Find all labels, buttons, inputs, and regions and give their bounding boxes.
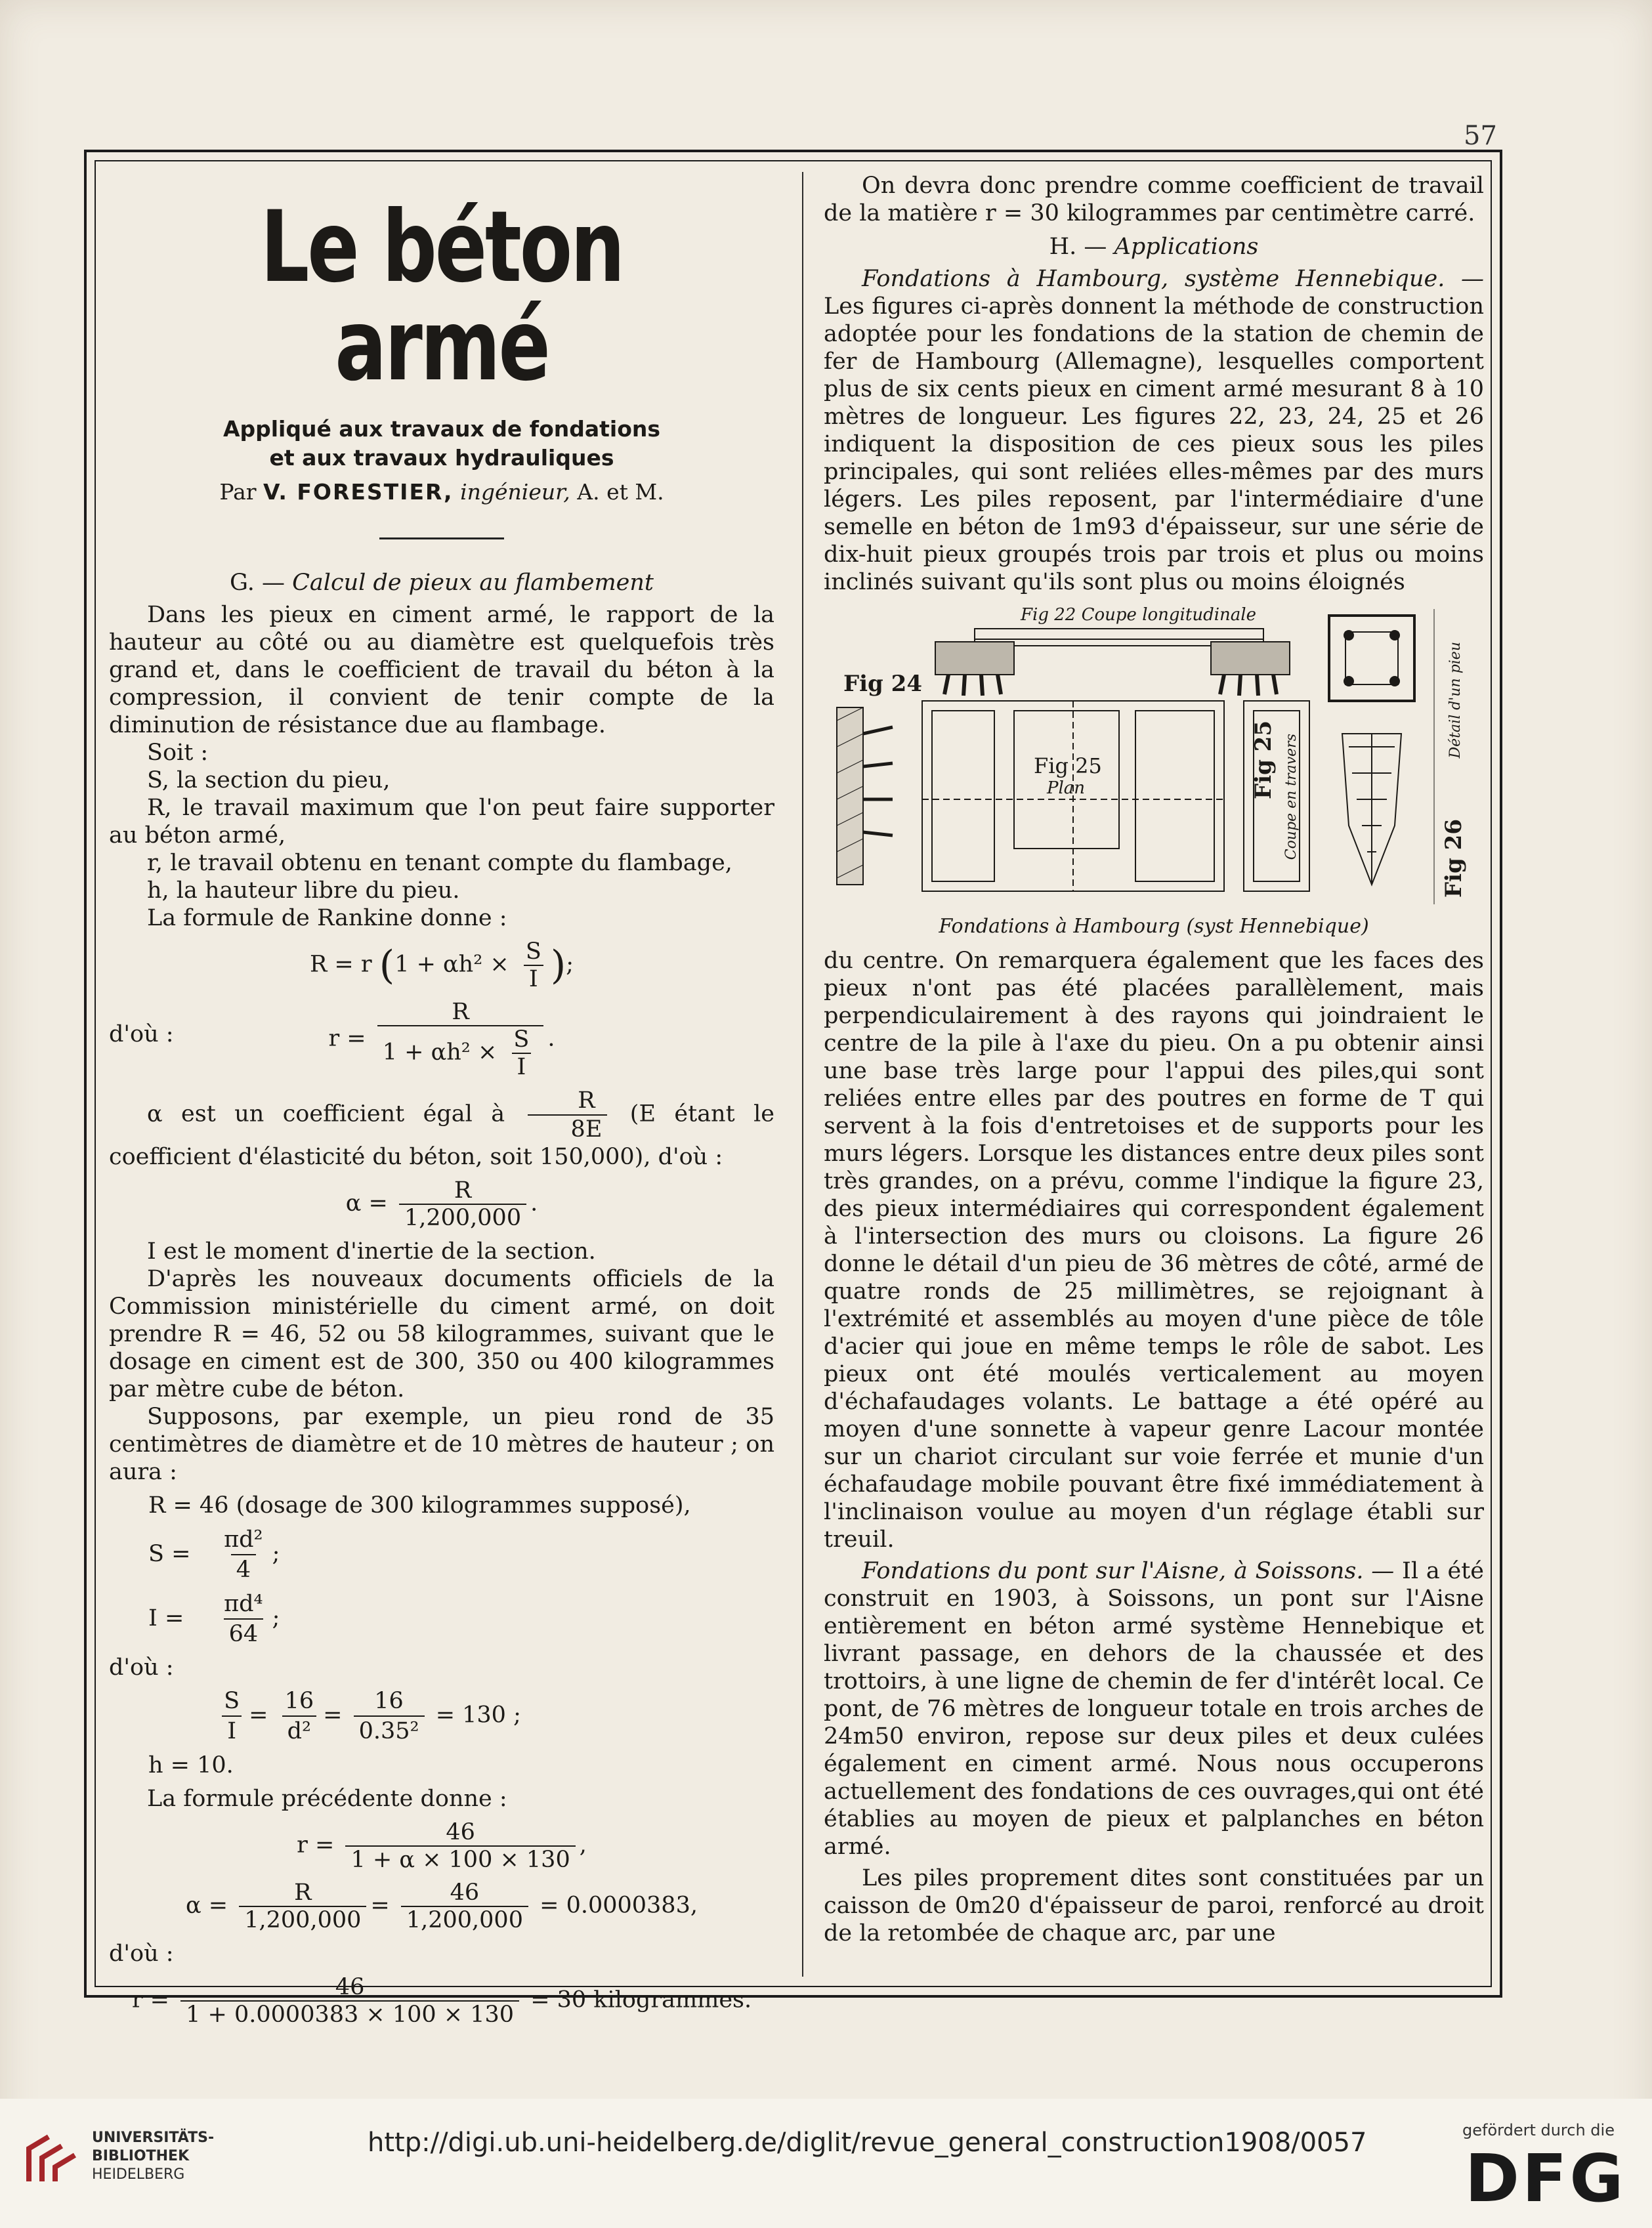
alpha-fraction bbox=[528, 1087, 608, 1143]
section-g-label: G. — bbox=[230, 570, 285, 596]
equation-h bbox=[109, 1751, 774, 1780]
frac-num: S bbox=[513, 1026, 530, 1053]
frac-num: R bbox=[454, 1177, 472, 1204]
right-column bbox=[824, 172, 1484, 1977]
frac-den: 1,200,000 bbox=[399, 1204, 526, 1231]
fig25-sub-label: Plan bbox=[1047, 778, 1086, 798]
formula-5-tail: = 0.0000383, bbox=[540, 1892, 698, 1919]
equation-S-over-I: $\frac{S}{I}$ = $\frac{16}{\text{d²}}$ = $\frac{16}{\text{0.35²}}$ = 130 ; bbox=[109, 1687, 774, 1746]
funded-by-text: gefördert durch die bbox=[1462, 2121, 1615, 2139]
equation-SI-frac-a bbox=[219, 1687, 245, 1746]
foundation-drawing bbox=[824, 602, 1484, 911]
formula-6-lhs: r = bbox=[131, 1986, 170, 2013]
paragraph-soit: Soit : bbox=[147, 740, 209, 766]
frac-num: 46 bbox=[335, 1974, 365, 2000]
soissons-heading: Fondations du pont sur l'Aisne, à Soissons. — bbox=[862, 1558, 1395, 1584]
equation-S-tail: ; bbox=[272, 1540, 280, 1567]
frac-den: 1 + 0.0000383 × 100 × 130 bbox=[180, 2000, 519, 2028]
formula-4-lhs: r = bbox=[297, 1832, 335, 1859]
paragraph-hambourg bbox=[824, 265, 1484, 596]
alpha-text-b: (E étant le coefficient d'élasticité du béton, soit 150,000), d'où : bbox=[109, 1101, 774, 1170]
label-dou-1: d'où : bbox=[109, 1021, 174, 1047]
frac-den: 4 bbox=[231, 1554, 256, 1584]
frac-den: 1 + α × 100 × 130 bbox=[345, 1845, 575, 1873]
paragraph-commission: D'après les nouveaux documents officiels de la Commission ministérielle du ciment armé, on doit prendre R = 46, 52 ou 58 kilogrammes, suivant que le dosage en ciment est de 300, 350 ou 400 kilogrammes par mètre cube de béton. bbox=[109, 1266, 774, 1402]
formula-5-frac-b bbox=[401, 1880, 528, 1933]
fig25b-sub-label: Coupe en travers bbox=[1283, 734, 1300, 860]
frac-den: d² bbox=[282, 1715, 316, 1746]
equation-I bbox=[109, 1589, 774, 1649]
frac-num: 16 bbox=[284, 1688, 314, 1714]
paragraph-coefficient: On devra donc prendre comme coefficient de travail de la matière r = 30 kilogrammes par centimètre carré. bbox=[824, 173, 1484, 226]
formula-4-fraction bbox=[345, 1819, 575, 1873]
alpha-text-a: α est un coefficient égal à bbox=[147, 1101, 505, 1127]
fig24-label: Fig 24 bbox=[843, 671, 922, 697]
hambourg-heading: Fondations à Hambourg, système Hennebique. — bbox=[862, 266, 1484, 292]
frac-num: πd² bbox=[224, 1526, 263, 1553]
fig22-label: Fig 22 Coupe longitudinale bbox=[1021, 605, 1256, 625]
page-number: 57 bbox=[1464, 121, 1497, 151]
byline bbox=[109, 479, 774, 505]
equation-I-tail: ; bbox=[272, 1605, 280, 1631]
frac-den: I bbox=[524, 965, 543, 992]
formula-6-fraction bbox=[180, 1974, 519, 2028]
formula-1-paren: 1 + αh² × bbox=[394, 951, 509, 978]
hambourg-text: Les figures ci-après donnent la méthode de construction adoptée pour les fondations de la station de chemin de fer de Hambourg (Allemagne), lesquelles comportent plus de six cents pieux en ciment armé mesurant 8 à 10 mètres de longueur. Les figures 22, 23, 24, 25 et 26 indiquent la disposition de ces pieux sous les piles principales, qui sont reliées elles-mêmes par des murs légers. Les piles reposent, par l'intermédiaire d'une semelle en béton de 1m93 d'épaisseur, sur une série de dix-huit pieux groupés trois par trois et plus ou moins inclinés suivant qu'ils sont plus ou moins éloignés bbox=[824, 293, 1484, 595]
fig26-label: Fig 26 bbox=[1441, 819, 1467, 898]
equation-SI-frac-c bbox=[354, 1687, 425, 1746]
frac-den: I bbox=[512, 1053, 532, 1080]
formula-2-tail: . bbox=[547, 1025, 555, 1052]
paragraph-soissons bbox=[824, 1557, 1484, 1860]
figure-hambourg-foundations bbox=[824, 602, 1484, 911]
frac-num: πd⁴ bbox=[224, 1591, 263, 1617]
formula-3-fraction bbox=[399, 1177, 526, 1231]
formula-r-alpha bbox=[109, 1819, 774, 1873]
frac-den-text: 1 + αh² × bbox=[382, 1039, 498, 1066]
formula-6-tail: = 30 kilogrammes. bbox=[530, 1986, 752, 2013]
paragraph-alpha bbox=[109, 1087, 774, 1171]
title-rule bbox=[379, 537, 504, 539]
formula-2-inner-fraction bbox=[508, 1026, 534, 1080]
equation-I-fraction bbox=[219, 1589, 268, 1649]
frac-num: 46 bbox=[450, 1880, 480, 1906]
frac-num: R bbox=[578, 1087, 595, 1114]
paragraph-formula-gives: La formule précédente donne : bbox=[147, 1786, 507, 1812]
article-title: Le béton armé bbox=[260, 190, 624, 403]
frac-den: 0.35² bbox=[354, 1715, 425, 1746]
frac-den: I bbox=[222, 1715, 242, 1746]
library-logo-icon bbox=[20, 2129, 80, 2189]
equation-S-lhs: S = bbox=[148, 1540, 191, 1567]
formula-alpha bbox=[109, 1177, 774, 1231]
equation-R-text: R = 46 (dosage de 300 kilogrammes supposé), bbox=[148, 1492, 691, 1519]
paragraph-intro: Dans les pieux en ciment armé, le rapport de la hauteur au côté ou au diamètre est quelquefois très grand et, dans le coefficient de travail du béton à la compression, il convient de tenir compte de la diminution de résistance due au flambage. bbox=[109, 602, 774, 738]
fig25b-label: Fig 25 bbox=[1250, 721, 1277, 799]
frac-num: 46 bbox=[446, 1819, 475, 1845]
definition-r: r, le travail obtenu en tenant compte du flambage, bbox=[147, 850, 732, 876]
subtitle-line-2: et aux travaux hydrauliques bbox=[269, 445, 614, 471]
column-divider bbox=[802, 172, 803, 1977]
source-url-link[interactable]: http://digi.ub.uni-heidelberg.de/diglit/revue_general_construction1908/0057 bbox=[368, 2128, 1367, 2158]
article-subtitle bbox=[109, 415, 774, 473]
byline-prefix: Par bbox=[219, 479, 257, 505]
label-dou-2: d'où : bbox=[109, 1654, 174, 1681]
formula-2-lhs: r = bbox=[328, 1025, 366, 1052]
frac-num: R bbox=[452, 999, 469, 1025]
formula-alpha-value: α = $\frac{R}{1,200,000}$ = $\frac{46}{1,200,000}$ = 0.0000383, bbox=[186, 1880, 698, 1933]
equation-R bbox=[109, 1491, 774, 1520]
formula-3-tail: . bbox=[530, 1190, 538, 1217]
library-name-line-1: UNIVERSITÄTS- bbox=[92, 2130, 215, 2146]
library-name-line-2: BIBLIOTHEK bbox=[92, 2148, 190, 2164]
definition-s: S, la section du pieu, bbox=[147, 767, 391, 793]
paragraph-inertia: I est le moment d'inertie de la section. bbox=[147, 1238, 596, 1265]
byline-role: ingénieur, bbox=[460, 479, 570, 505]
frac-den: 1,200,000 bbox=[239, 1906, 366, 1933]
paragraph-rankine: La formule de Rankine donne : bbox=[147, 905, 507, 931]
formula-4-tail: , bbox=[579, 1832, 587, 1859]
frac-num: R bbox=[294, 1880, 312, 1906]
paragraph-centre: du centre. On remarquera également que les faces des pieux n'ont pas été placées parallèlement, mais perpendiculairement à des rayons qui joindraient le centre de la pile à l'axe du pieu. On a pu obtenir ainsi une base très large pour l'appui des piles,qui sont reliées entre elles par des poutres en forme de T qui servent à la fois d'entretoises et de supports pour les murs légers. Lorsque les distances entre deux piles sont très grandes, on a prévu, comme l'indique la figure 23, des pieux intermédiaires qui correspondent également à l'intersection des murs ou cloisons. La figure 26 donne le détail d'un pieu de 36 mètres de côté, armé de quatre ronds de 25 millimètres, se rejoignant à l'extrémité et assemblés au moyen d'une pièce de tôle d'acier qui joue en même temps le rôle de sabot. Les pieux ont été moulés verticalement au moyen d'échafaudages volants. Le battage a été opéré au moyen d'une sonnette à vapeur genre Lacour montée sur un chariot circulant sur voie ferrée et munie d'un échafaudage mobile pouvant être fixé immédiatement à l'inclinaison voulue au moyen d'un réglage établi sur treuil. bbox=[824, 948, 1484, 1553]
formula-rankine: R = r (1 + αh² × $\frac{S}{I}$ ); bbox=[309, 938, 574, 992]
paragraph-piles: Les piles proprement dites sont constituées par un caisson de 0m20 d'épaisseur de paroi, renforcé au droit de la retombée de chaque arc, par une bbox=[824, 1865, 1484, 1946]
frac-den bbox=[377, 1025, 544, 1080]
label-dou-3: d'où : bbox=[109, 1941, 174, 1967]
definition-r-max: R, le travail maximum que l'on peut faire supporter au béton armé, bbox=[109, 795, 774, 849]
section-h-heading bbox=[824, 234, 1484, 260]
fig25-label: Fig 25 bbox=[1034, 753, 1102, 778]
equation-S-fraction bbox=[219, 1525, 268, 1584]
digitization-footer bbox=[0, 2099, 1652, 2228]
subtitle-line-1: Appliqué aux travaux de fondations bbox=[222, 416, 661, 442]
formula-2-fraction bbox=[377, 999, 544, 1080]
section-g-heading bbox=[109, 570, 774, 596]
formula-3-lhs: α = bbox=[345, 1190, 388, 1217]
formula-r bbox=[109, 999, 774, 1080]
formula-5-lhs: α = bbox=[186, 1892, 228, 1919]
frac-num: S bbox=[525, 938, 541, 965]
paragraph-example: Supposons, par exemple, un pieu rond de 35 centimètres de diamètre et de 10 mètres de hauteur ; on aura : bbox=[109, 1404, 774, 1485]
byline-author: V. FORESTIER, bbox=[263, 479, 454, 505]
frac-den: 8E bbox=[528, 1114, 608, 1143]
formula-1-fraction bbox=[520, 938, 547, 992]
section-g-title: Calcul de pieux au flambement bbox=[292, 570, 654, 596]
formula-1-tail: ; bbox=[566, 951, 574, 978]
equation-SI-frac-b bbox=[280, 1687, 320, 1746]
equation-S bbox=[109, 1525, 774, 1584]
formula-r-final bbox=[109, 1974, 774, 2028]
library-name-line-3: HEIDELBERG bbox=[92, 2166, 185, 2183]
frac-num: 16 bbox=[374, 1688, 404, 1714]
fig26-sub-label: Détail d'un pieu bbox=[1447, 642, 1464, 759]
equation-SI-tail: = 130 ; bbox=[435, 1702, 521, 1729]
soissons-text: Il a été construit en 1903, à Soissons, un pont sur l'Aisne entièrement en béton armé système Hennebique et livrant passage, en dehors de la chaussée et des trottoirs, à une ligne de chemin de fer d'intérêt local. Ce pont, de 76 mètres de longueur totale en trois arches de 24m50 environ, repose sur deux piles et deux culées également en ciment armé. Nous nous occuperons actuellement des fondations de ces ouvrages,qui ont été établies au moyen de pieux et palplanches en béton armé. bbox=[824, 1558, 1484, 1860]
formula-5-frac-a bbox=[239, 1880, 366, 1933]
dfg-logo: DFG bbox=[1465, 2140, 1626, 2217]
byline-suffix: A. et M. bbox=[577, 479, 664, 505]
library-name bbox=[92, 2129, 214, 2184]
equation-I-lhs: I = bbox=[148, 1605, 184, 1631]
frac-den: 64 bbox=[224, 1618, 264, 1649]
section-h-title: Applications bbox=[1114, 234, 1259, 260]
definition-h: h, la hauteur libre du pieu. bbox=[147, 877, 460, 904]
frac-num: S bbox=[224, 1688, 240, 1714]
frac-den: 1,200,000 bbox=[401, 1906, 528, 1933]
formula-1-lhs: R = r bbox=[309, 951, 372, 978]
section-h-label: H. — bbox=[1049, 234, 1107, 260]
equation-h-text: h = 10. bbox=[148, 1752, 234, 1778]
figure-caption: Fondations à Hambourg (syst Hennebique) bbox=[939, 915, 1369, 938]
